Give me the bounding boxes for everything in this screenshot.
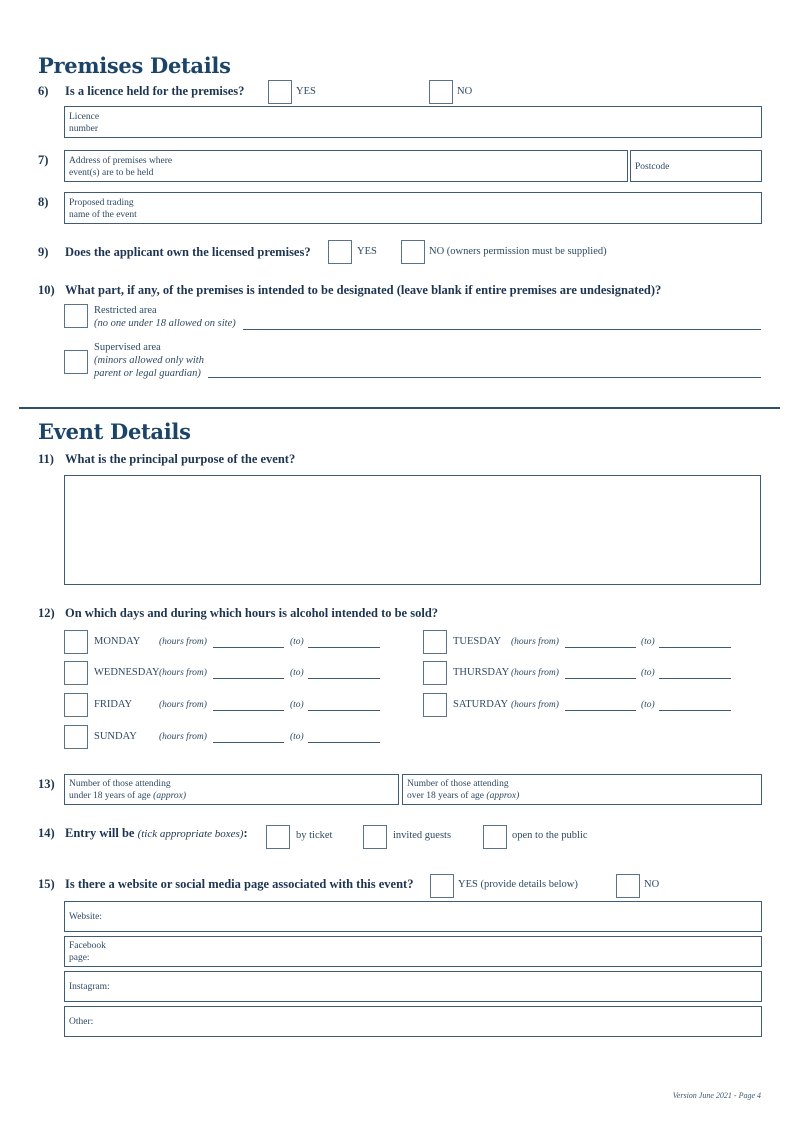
to-label: (to): [641, 668, 655, 678]
hours-from-line[interactable]: [565, 647, 636, 648]
day-checkbox[interactable]: [64, 693, 88, 717]
hours-from-label: (hours from): [511, 637, 559, 647]
day-label: SATURDAY: [453, 699, 509, 710]
over-18-label-1: Number of those attending: [407, 779, 509, 789]
other-label: Other:: [69, 1017, 94, 1027]
q6-number: 6): [38, 84, 49, 98]
hours-from-label: (hours from): [511, 700, 559, 710]
hours-from-line[interactable]: [565, 710, 636, 711]
q9-number: 9): [38, 245, 49, 259]
hours-from-label: (hours from): [159, 732, 207, 742]
q6-yes-label: YES: [296, 86, 316, 97]
to-label: (to): [290, 668, 304, 678]
q9-question: Does the applicant own the licensed premises?: [65, 245, 311, 259]
supervised-area-line[interactable]: [208, 377, 761, 378]
licence-number-field[interactable]: [64, 106, 762, 138]
q6-no-label: NO: [457, 86, 473, 97]
instagram-label: Instagram:: [69, 982, 110, 992]
q12-number: 12): [38, 606, 55, 620]
hours-from-label: (hours from): [511, 668, 559, 678]
q15-yes-checkbox[interactable]: [430, 874, 454, 898]
q15-no-checkbox[interactable]: [616, 874, 640, 898]
licence-label-2: number: [69, 124, 99, 134]
open-to-public-checkbox[interactable]: [483, 825, 507, 849]
invited-guests-label: invited guests: [393, 830, 452, 841]
q14-colon: :: [243, 826, 248, 840]
supervised-area-checkbox[interactable]: [64, 350, 88, 374]
to-label: (to): [290, 732, 304, 742]
q14-number: 14): [38, 826, 55, 840]
over-18-label-2: over 18 years of age: [407, 791, 485, 801]
attendees-under-18-field[interactable]: [64, 774, 399, 805]
q14-hint: (tick appropriate boxes): [137, 828, 244, 840]
to-label: (to): [290, 700, 304, 710]
q10-question: What part, if any, of the premises is intended to be designated (leave blank if entire premises are undesignated)?: [65, 283, 662, 297]
to-label: (to): [641, 700, 655, 710]
day-label: THURSDAY: [453, 667, 510, 678]
q6-yes-checkbox[interactable]: [268, 80, 292, 104]
day-label: FRIDAY: [94, 699, 133, 710]
event-purpose-textarea[interactable]: [64, 475, 761, 585]
q15-question: Is there a website or social media page associated with this event?: [65, 877, 414, 891]
trading-name-label-2: name of the event: [69, 210, 137, 220]
hours-from-label: (hours from): [159, 700, 207, 710]
restricted-area-label: Restricted area: [94, 305, 157, 316]
q15-no-label: NO: [644, 879, 660, 890]
approx-label: (approx): [153, 791, 187, 801]
hours-to-line[interactable]: [659, 647, 731, 648]
by-ticket-checkbox[interactable]: [266, 825, 290, 849]
trading-name-label-1: Proposed trading: [69, 198, 134, 208]
hours-to-line[interactable]: [308, 678, 380, 679]
hours-to-line[interactable]: [659, 710, 731, 711]
section-divider: [19, 407, 780, 409]
day-checkbox[interactable]: [423, 630, 447, 654]
supervised-area-note-1: (minors allowed only with: [94, 355, 204, 366]
postcode-label: Postcode: [635, 162, 670, 172]
q6-no-checkbox[interactable]: [429, 80, 453, 104]
restricted-area-checkbox[interactable]: [64, 304, 88, 328]
q9-yes-label: YES: [357, 246, 377, 257]
hours-from-line[interactable]: [213, 710, 284, 711]
trading-name-field[interactable]: [64, 192, 762, 224]
q9-no-label: NO (owners permission must be supplied): [429, 246, 607, 257]
q13-number: 13): [38, 777, 55, 791]
q14-question: [65, 826, 248, 841]
supervised-area-note-2: parent or legal guardian): [94, 368, 201, 379]
q9-yes-checkbox[interactable]: [328, 240, 352, 264]
to-label: (to): [290, 637, 304, 647]
day-label: MONDAY: [94, 636, 141, 647]
hours-to-line[interactable]: [308, 742, 380, 743]
other-field[interactable]: [64, 1006, 762, 1037]
hours-to-line[interactable]: [308, 710, 380, 711]
hours-to-line[interactable]: [659, 678, 731, 679]
q15-yes-label: YES (provide details below): [458, 879, 578, 890]
under-18-label-1: Number of those attending: [69, 779, 171, 789]
postcode-field[interactable]: [630, 150, 762, 182]
hours-from-label: (hours from): [159, 668, 207, 678]
hours-from-line[interactable]: [565, 678, 636, 679]
q12-question: On which days and during which hours is alcohol intended to be sold?: [65, 606, 439, 620]
day-checkbox[interactable]: [423, 661, 447, 685]
supervised-area-label: Supervised area: [94, 342, 161, 353]
open-to-public-label: open to the public: [512, 830, 588, 841]
q6-question: Is a licence held for the premises?: [65, 84, 245, 98]
to-label: (to): [641, 637, 655, 647]
hours-from-line[interactable]: [213, 742, 284, 743]
q7-number: 7): [38, 153, 49, 167]
attendees-over-18-field[interactable]: [402, 774, 762, 805]
q8-number: 8): [38, 195, 49, 209]
restricted-area-line[interactable]: [243, 329, 761, 330]
event-details-heading: Event Details: [38, 419, 191, 444]
hours-to-line[interactable]: [308, 647, 380, 648]
premises-details-heading: Premises Details: [38, 53, 231, 78]
website-label: Website:: [69, 912, 103, 922]
facebook-label-1: Facebook: [69, 941, 106, 951]
q11-number: 11): [38, 452, 54, 466]
day-label: SUNDAY: [94, 731, 137, 742]
premises-address-field[interactable]: [64, 150, 628, 182]
licence-label-1: Licence: [69, 112, 100, 122]
address-label-2: event(s) are to be held: [69, 168, 154, 178]
day-label: TUESDAY: [453, 636, 502, 647]
q9-no-checkbox[interactable]: [401, 240, 425, 264]
approx-label: (approx): [486, 791, 520, 801]
under-18-label-2: under 18 years of age: [69, 791, 151, 801]
day-checkbox[interactable]: [64, 661, 88, 685]
q10-number: 10): [38, 283, 55, 297]
hours-from-label: (hours from): [159, 637, 207, 647]
day-checkbox[interactable]: [423, 693, 447, 717]
address-label-1: Address of premises where: [69, 156, 173, 166]
invited-guests-checkbox[interactable]: [363, 825, 387, 849]
facebook-field[interactable]: [64, 936, 762, 967]
day-checkbox[interactable]: [64, 630, 88, 654]
footer-version: Version June 2021 - Page 4: [672, 1091, 761, 1100]
q15-number: 15): [38, 877, 55, 891]
website-field[interactable]: [64, 901, 762, 932]
q14-text: Entry will be: [65, 826, 135, 840]
day-checkbox[interactable]: [64, 725, 88, 749]
hours-from-line[interactable]: [213, 647, 284, 648]
hours-from-line[interactable]: [213, 678, 284, 679]
by-ticket-label: by ticket: [296, 830, 333, 841]
facebook-label-2: page:: [69, 953, 90, 963]
instagram-field[interactable]: [64, 971, 762, 1002]
restricted-area-note: (no one under 18 allowed on site): [94, 318, 236, 329]
q11-question: What is the principal purpose of the event?: [65, 452, 296, 466]
day-label: WEDNESDAY: [94, 667, 160, 678]
